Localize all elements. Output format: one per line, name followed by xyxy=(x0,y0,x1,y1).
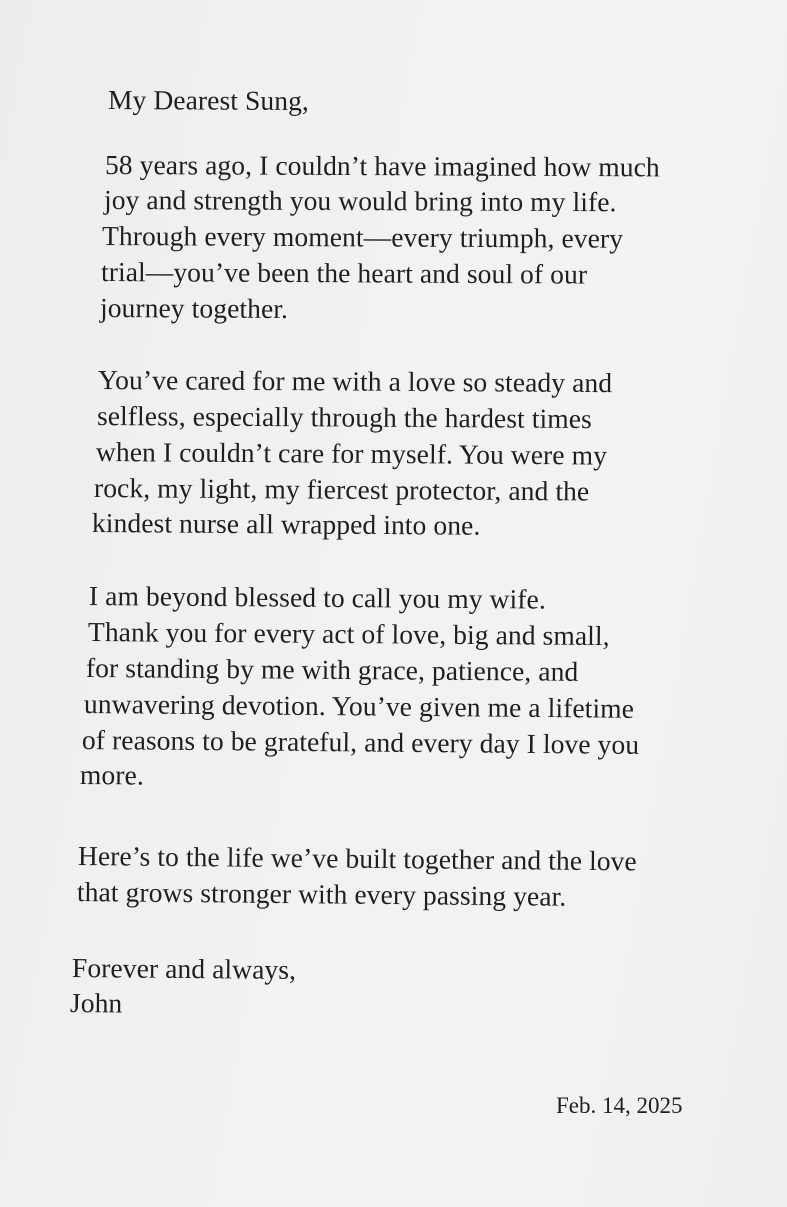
paragraph-1-line-1: 58 years ago, I couldn’t have imagined how much xyxy=(104,149,660,183)
paragraph-3-line-1: I am beyond blessed to call you my wife. xyxy=(88,580,547,615)
paragraph-3-line-4: unwavering devotion. You’ve given me a lifetime xyxy=(83,688,635,724)
paragraph-3-line-2: Thank you for every act of love, big and small, xyxy=(87,616,610,652)
paragraph-2-line-3: when I couldn’t care for myself. You were my xyxy=(95,436,608,471)
signature: John xyxy=(69,987,123,1019)
paragraph-2-line-2: selfless, especially through the hardest times xyxy=(96,400,592,435)
paragraph-1-line-3: Through every moment—every triumph, every xyxy=(101,220,624,254)
paragraph-2-line-1: You’ve cared for me with a love so steady and xyxy=(97,364,613,399)
paragraph-3-line-6: more. xyxy=(79,759,145,791)
paragraph-1-line-5: journey together. xyxy=(99,292,289,324)
closing: Forever and always, xyxy=(71,952,297,985)
paragraph-1-line-4: trial—you’ve been the heart and soul of our xyxy=(100,256,588,290)
salutation: My Dearest Sung, xyxy=(107,84,310,117)
paragraph-3-line-5: of reasons to be grateful, and every day I love you xyxy=(81,724,640,760)
paragraph-3-line-3: for standing by me with grace, patience, and xyxy=(85,652,579,687)
paragraph-2-line-4: rock, my light, my fiercest protector, and the xyxy=(93,472,590,507)
paragraph-1-line-2: joy and strength you would bring into my life. xyxy=(103,184,617,218)
paragraph-2-line-5: kindest nurse all wrapped into one. xyxy=(91,507,481,541)
paragraph-4-line-2: that grows stronger with every passing year. xyxy=(76,876,567,912)
paragraph-4-line-1: Here’s to the life we’ve built together and the love xyxy=(77,840,637,877)
letter-date: Feb. 14, 2025 xyxy=(556,1093,683,1118)
